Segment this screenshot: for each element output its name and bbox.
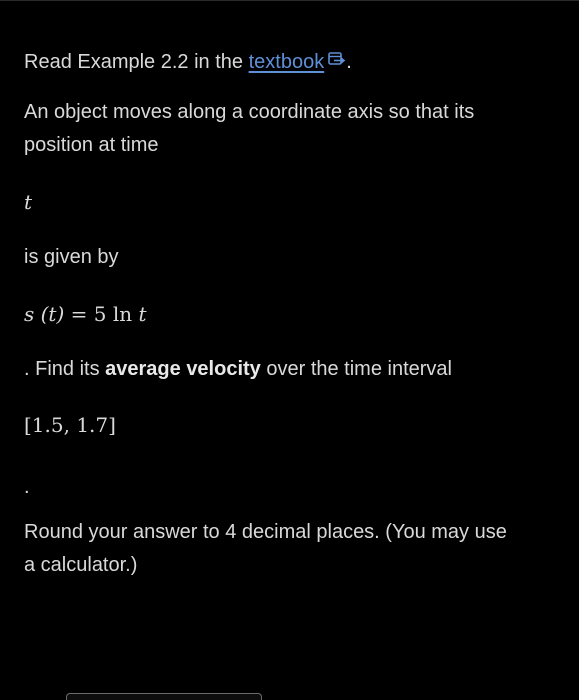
time-interval: [1.5, 1.7] [24,413,116,437]
instructions-line-2: a calculator.) [24,554,138,576]
answer-input[interactable] [66,693,262,700]
variable-t [24,186,32,218]
formula-equals: = [70,302,88,326]
find-suffix: over the time interval [260,358,452,380]
panel-top-border [0,0,579,1]
formula-lhs: s (t) [24,302,65,326]
instructions-line-1: Round your answer to 4 decimal places. (You may use [24,521,507,543]
textbook-link-label: textbook [248,51,325,73]
formula-ln: ln [112,302,133,326]
intro-prefix: Read Example 2.2 in the [24,51,249,73]
textbook-link[interactable] [249,51,347,73]
problem-line-1: An object moves along a coordinate axis so that its [24,101,475,123]
formula-coefficient: 5 [93,302,107,326]
position-formula [24,298,147,330]
intro-line [24,46,352,78]
problem-line-2: position at time [24,134,159,156]
variable-t-symbol: t [24,190,33,214]
find-line [24,353,452,385]
external-link-icon[interactable] [328,45,346,77]
given-by-text: is given by [24,246,119,268]
formula-variable: t [138,302,147,326]
trailing-period: . [24,476,30,498]
average-velocity-term: average velocity [105,358,261,380]
intro-suffix: . [346,51,352,73]
find-prefix: . Find its [24,358,106,380]
